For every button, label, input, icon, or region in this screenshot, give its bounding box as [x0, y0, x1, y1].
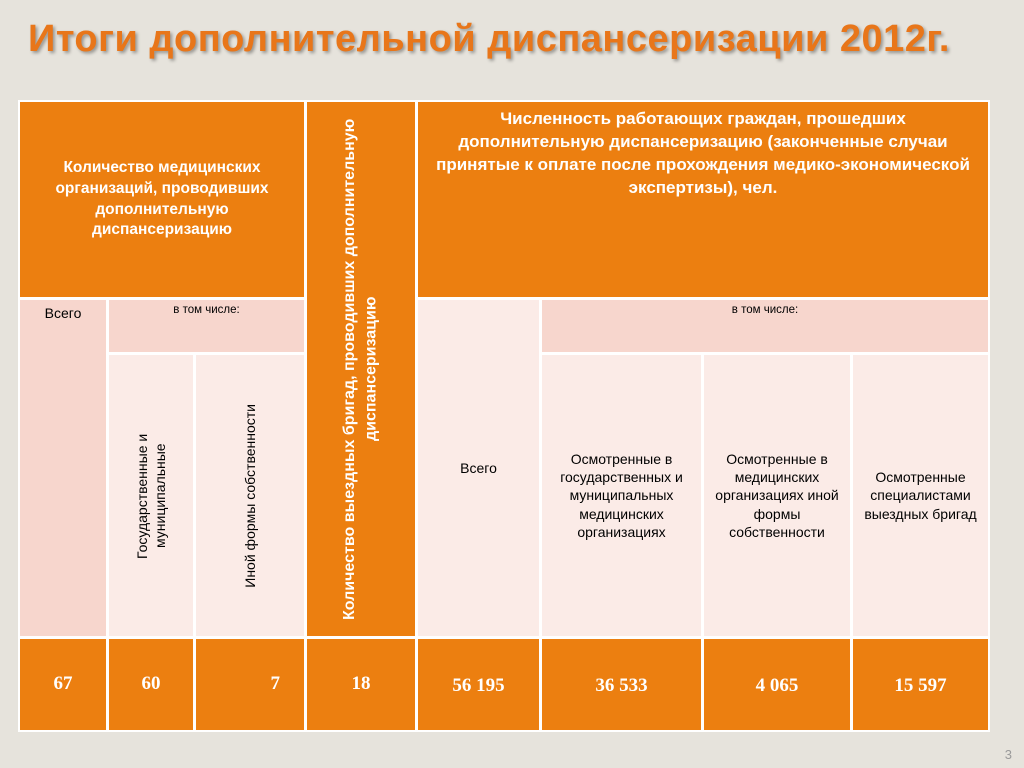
citizens-including-label-text: в том числе:	[731, 304, 799, 316]
examined-other-header	[704, 355, 850, 636]
value-citizens-other	[704, 639, 850, 730]
org-including-label-text: в том числе:	[173, 304, 240, 316]
value-org-state-text: 60	[141, 673, 161, 694]
value-citizens-state-text: 36 533	[595, 675, 648, 696]
citizens-total-label	[418, 300, 539, 636]
citizens-header	[418, 102, 988, 297]
value-org-total	[20, 639, 106, 730]
results-table	[18, 100, 990, 732]
org-state-header	[109, 355, 193, 636]
value-citizens-brigades-text: 15 597	[894, 675, 947, 696]
org-other-header-text: Иной формы собственности	[241, 403, 258, 588]
examined-brigades-header-text: Осмотренные специалистами выездных бригад	[864, 469, 977, 522]
page-number: 3	[1004, 747, 1012, 762]
examined-brigades-header	[853, 355, 988, 636]
org-including-label	[109, 300, 304, 352]
value-citizens-total-text: 56 195	[452, 675, 505, 696]
org-total-label	[20, 300, 106, 636]
citizens-total-label-text: Всего	[460, 459, 497, 476]
value-org-state	[109, 639, 193, 730]
value-citizens-total	[418, 639, 539, 730]
page-title: Итоги дополнительной диспансеризации 2012г.	[28, 18, 950, 60]
value-org-other	[196, 639, 304, 730]
value-citizens-brigades	[853, 639, 988, 730]
brigades-header	[307, 102, 415, 636]
org-state-header-text: Государственные и муниципальные	[133, 432, 168, 559]
value-org-other-text: 7	[270, 673, 280, 694]
value-brigades-text: 18	[351, 673, 371, 694]
value-citizens-other-text: 4 065	[755, 675, 799, 696]
examined-other-header-text: Осмотренные в медицинских организациях иной формы собственности	[715, 451, 839, 540]
organizations-header-text: Количество медицинских организаций, проводивших дополнительную диспансеризацию	[55, 158, 269, 239]
citizens-including-label	[542, 300, 988, 352]
org-total-label-text: Всего	[44, 305, 82, 321]
examined-state-header	[542, 355, 701, 636]
organizations-header	[20, 102, 304, 297]
org-other-header	[196, 355, 304, 636]
value-org-total-text: 67	[53, 673, 73, 694]
value-citizens-state	[542, 639, 701, 730]
citizens-header-text: Численность работающих граждан, прошедших дополнительную диспансеризацию (законченные случаи принятые к оплате после прохождения медико-экономической экспертизы), чел.	[436, 109, 970, 197]
value-brigades	[307, 639, 415, 730]
brigades-header-text: Количество выездных бригад, проводивших дополнительную диспансеризацию	[341, 118, 380, 620]
examined-state-header-text: Осмотренные в государственных и муниципальных медицинских организациях	[560, 451, 683, 540]
